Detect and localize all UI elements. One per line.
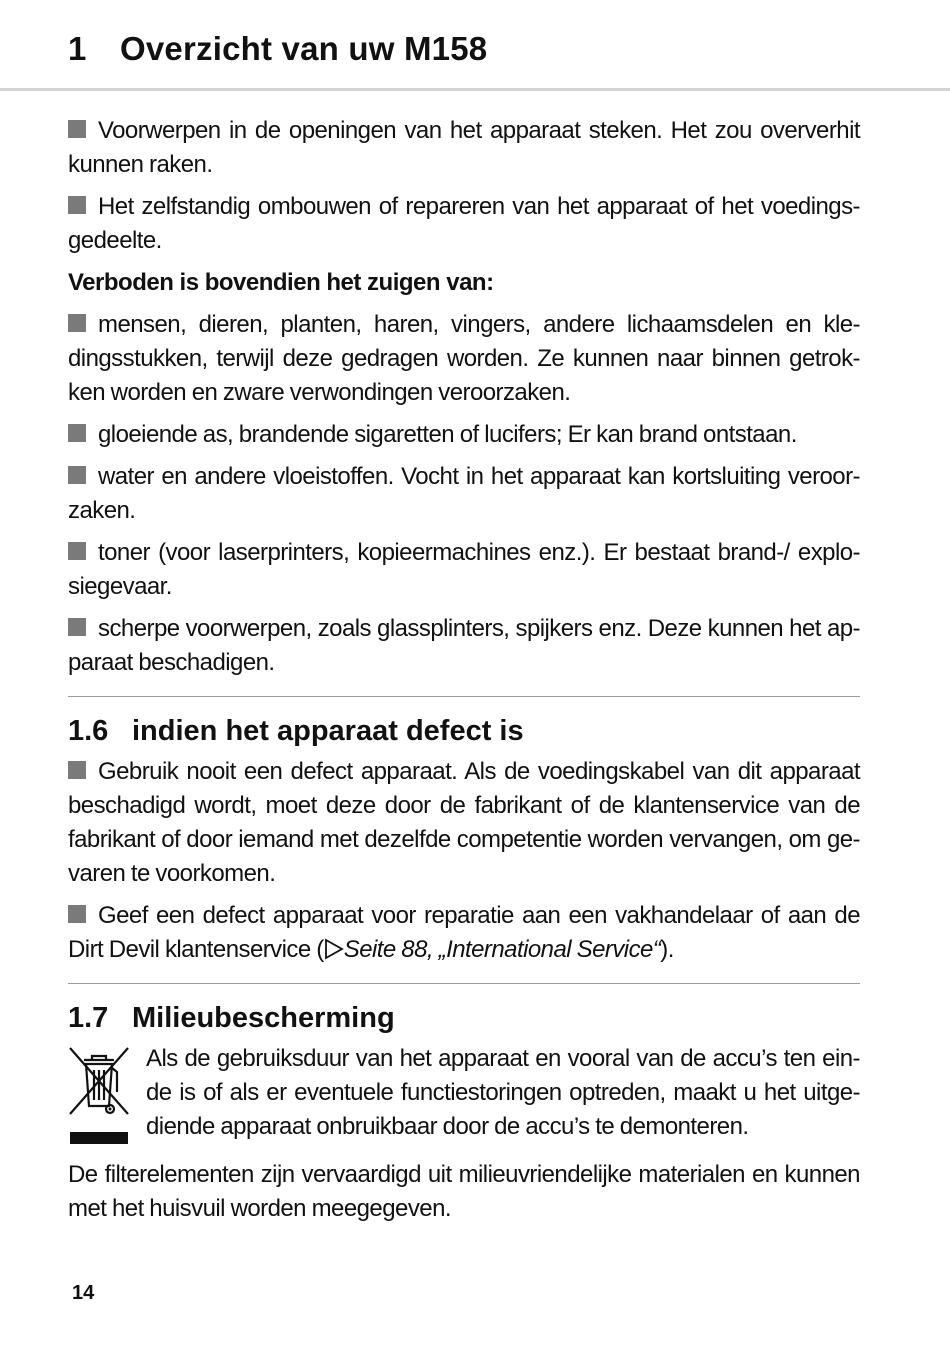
list-item: Geef een defect apparaat voor reparatie aan een vakhandelaar of aan de Dirt Devil klantenservice ( Seite 88, „International Service“).	[68, 902, 860, 963]
bullet-icon	[68, 466, 86, 484]
list-item: Voorwerpen in de openingen van het apparaat steken. Het zou oververhit kunnen raken.	[68, 117, 860, 178]
bullet-icon	[68, 761, 86, 779]
page-title	[68, 30, 487, 68]
page-number: 14	[72, 1282, 95, 1304]
cross-reference-link[interactable]: Seite 88, „International Service“	[343, 936, 661, 963]
list-item: Het zelfstandig ombouwen of repareren van het apparaat of het voedings-gedeelte.	[68, 193, 860, 254]
list-item: gloeiende as, brandende sigaretten of lucifers; Er kan brand ontstaan.	[68, 418, 860, 452]
section-title-1-6	[68, 711, 860, 751]
page-content	[68, 114, 860, 1226]
filter-disposal-text: De filterelementen zijn vervaardigd uit milieuvriendelijke materialen en kunnen met het huisvuil worden meegegeven.	[68, 1161, 860, 1222]
bullet-icon	[68, 120, 86, 138]
bullet-icon	[68, 314, 86, 332]
bullet-icon	[68, 542, 86, 560]
section-number: 1.6	[68, 715, 109, 747]
bullet-icon	[68, 905, 86, 923]
chapter-number: 1	[68, 30, 87, 67]
environment-notice	[68, 1042, 860, 1150]
bullet-icon	[68, 196, 86, 214]
environment-text: Als de gebruiksduur van het apparaat en vooral van de accu’s ten ein-de is of als er eventuele functiestoringen optreden, maakt u het uitge-diende apparaat onbruikbaar door de accu’s te demonteren.	[146, 1045, 860, 1140]
crossed-out-wheelie-bin-icon	[68, 1046, 130, 1150]
title-divider	[0, 88, 950, 91]
section-divider	[68, 696, 860, 697]
list-item: scherpe voorwerpen, zoals glassplinters, spijkers enz. Deze kunnen het ap-paraat beschadigen.	[68, 615, 860, 676]
list-item: Gebruik nooit een defect apparaat. Als de voedingskabel van dit apparaat beschadigd wordt, moet deze door de fabrikant of de klantenservice van de fabrikant of door iemand met dezelfde competentie worden vervangen, om ge-varen te voorkomen.	[68, 758, 860, 887]
chapter-title: Overzicht van uw M158	[120, 30, 488, 67]
section-number: 1.7	[68, 1002, 109, 1034]
list-item: toner (voor laserprinters, kopieermachines enz.). Er bestaat brand-/ explo-siegevaar.	[68, 539, 860, 600]
section-heading: indien het apparaat defect is	[132, 715, 524, 747]
section-divider	[68, 983, 860, 984]
section-heading: Milieubescherming	[132, 1002, 395, 1034]
bullet-icon	[68, 424, 86, 442]
triangle-arrow-icon	[324, 938, 344, 960]
list-item: mensen, dieren, planten, haren, vingers, andere lichaamsdelen en kle-dingsstukken, terwijl deze gedragen worden. Ze kunnen naar binnen getrok-ken worden en zware verwondingen veroorzaken.	[68, 311, 860, 406]
list-item: water en andere vloeistoffen. Vocht in het apparaat kan kortsluiting veroor-zaken.	[68, 463, 860, 524]
forbidden-heading: Verboden is bovendien het zuigen van:	[68, 269, 494, 296]
section-title-1-7	[68, 998, 860, 1038]
bullet-icon	[68, 618, 86, 636]
